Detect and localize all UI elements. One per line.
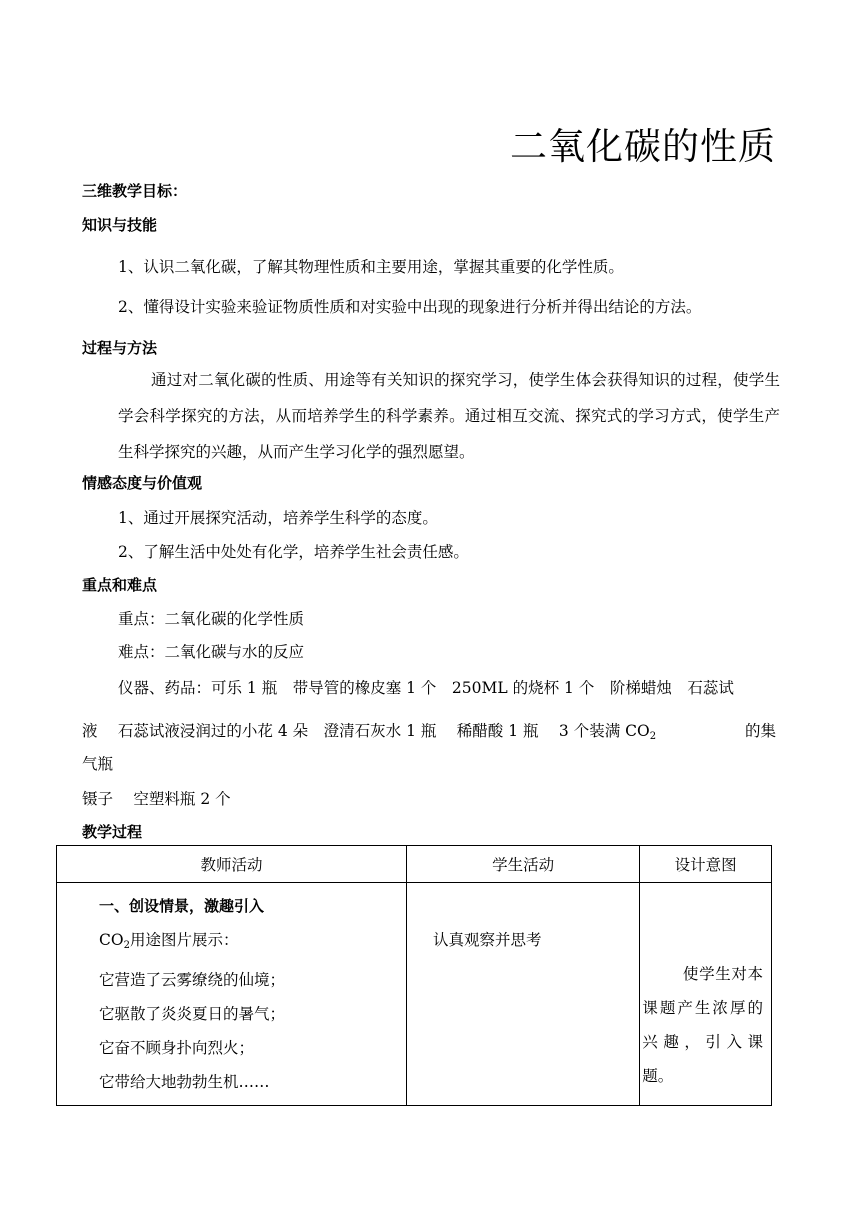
- co2-line: [99, 923, 406, 963]
- materials-line-3: 气瓶: [82, 755, 114, 773]
- page-title: 二氧化碳的性质: [510, 125, 776, 168]
- table-row: [57, 883, 772, 1106]
- header-teacher: 教师活动: [57, 846, 407, 883]
- design-intent-text: 使学生对本课题产生浓厚的兴趣，引入课题。: [642, 965, 763, 1085]
- co2-subscript: 2: [649, 731, 657, 742]
- header-student: 学生活动: [407, 846, 640, 883]
- materials-line-1: 仪器、药品：可乐 1 瓶 带导管的橡皮塞 1 个 250ML 的烧杯 1 个 阶梯蜡烛 石蕊试: [118, 679, 734, 697]
- co2-rest: 用途图片展示：: [129, 931, 239, 949]
- emotion-heading: 情感态度与价值观: [82, 474, 203, 492]
- teacher-line-3: 它奋不顾身扑向烈火；: [99, 1039, 255, 1057]
- knowledge-heading: 知识与技能: [82, 216, 158, 234]
- emotion-item-1: 1、通过开展探究活动，培养学生科学的态度。: [118, 509, 438, 527]
- materials-line-4: 镊子 空塑料瓶 2 个: [82, 790, 231, 808]
- teacher-line-4: 它带给大地勃勃生机……: [99, 1073, 270, 1091]
- knowledge-item-2: 2、懂得设计实验来验证物质性质和对实验中出现的现象进行分析并得出结论的方法。: [118, 298, 702, 316]
- teacher-activity-cell: [57, 883, 407, 1106]
- co2-sub: 2: [123, 940, 130, 951]
- student-activity-cell: 认真观察并思考: [407, 883, 640, 1106]
- key-point: 重点：二氧化碳的化学性质: [118, 610, 305, 628]
- focus-heading: 重点和难点: [82, 576, 158, 594]
- section-title: 一、创设情景，激趣引入: [99, 897, 265, 915]
- emotion-item-2: 2、了解生活中处处有化学，培养学生社会责任感。: [118, 543, 469, 561]
- materials-line-2-text: 液 石蕊试液浸润过的小花 4 朵 澄清石灰水 1 瓶 稀醋酸 1 瓶 3 个装满 CO: [82, 722, 650, 740]
- difficulty: 难点：二氧化碳与水的反应: [118, 643, 305, 661]
- knowledge-item-1: 1、认识二氧化碳，了解其物理性质和主要用途，掌握其重要的化学性质。: [118, 258, 624, 276]
- goals-heading: 三维教学目标：: [82, 182, 188, 200]
- teacher-line-1: 它营造了云雾缭绕的仙境；: [99, 971, 286, 989]
- teaching-heading: 教学过程: [82, 823, 143, 841]
- process-heading: 过程与方法: [82, 339, 158, 357]
- lesson-table: [56, 845, 772, 1106]
- teacher-line-2: 它驱散了炎炎夏日的暑气；: [99, 1005, 286, 1023]
- header-intent: 设计意图: [640, 846, 772, 883]
- table-header-row: [57, 846, 772, 883]
- design-intent-cell: [640, 883, 772, 1106]
- materials-line-2-end: 的集: [745, 722, 777, 740]
- co2-text: CO: [99, 931, 124, 949]
- materials-line-2: [82, 719, 656, 742]
- process-paragraph: 通过对二氧化碳的性质、用途等有关知识的探究学习，使学生体会获得知识的过程，使学生学会科学探究的方法，从而培养学生的科学素养。通过相互交流、探究式的学习方式，使学生产生科学探究的兴趣，从而产生学习化学的强烈愿望。: [118, 371, 780, 461]
